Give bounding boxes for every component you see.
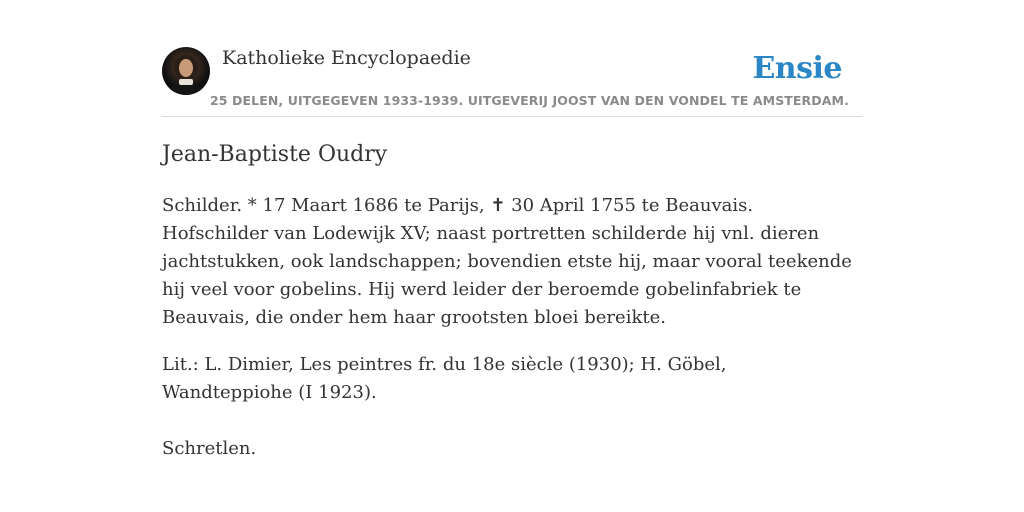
article-title: Jean-Baptiste Oudry bbox=[162, 142, 388, 167]
site-title-link[interactable]: Katholieke Encyclopaedie bbox=[222, 47, 471, 69]
article-paragraph-body: Schilder. * 17 Maart 1686 te Parijs, ✝ 30 April 1755 te Beauvais. Hofschilder van Lodewijk XV; naast portretten schilderde hij vnl. dieren jachtstukken, ook landschappen; bovendien etste hij, maar vooral teekende hij veel voor gobelins. Hij werd leider der beroemde gobelinfabriek te Beauvais, die onder hem haar grootsten bloei bereikte. bbox=[162, 195, 852, 328]
portrait-avatar-icon[interactable] bbox=[162, 47, 210, 95]
site-header bbox=[162, 0, 862, 117]
article-paragraph-literature: Lit.: L. Dimier, Les peintres fr. du 18e siècle (1930); H. Göbel, Wandteppiohe (I 1923). bbox=[162, 354, 727, 403]
article-paragraph-author: Schretlen. bbox=[162, 438, 257, 459]
avatar-collar-shape bbox=[179, 79, 193, 85]
page bbox=[162, 0, 862, 459]
publication-subtitle: 25 DELEN, UITGEGEVEN 1933-1939. UITGEVERIJ JOOST VAN DEN VONDEL TE AMSTERDAM. bbox=[210, 93, 849, 108]
avatar-face-shape bbox=[179, 59, 193, 77]
ensie-logo-link[interactable]: Ensie bbox=[752, 51, 842, 86]
